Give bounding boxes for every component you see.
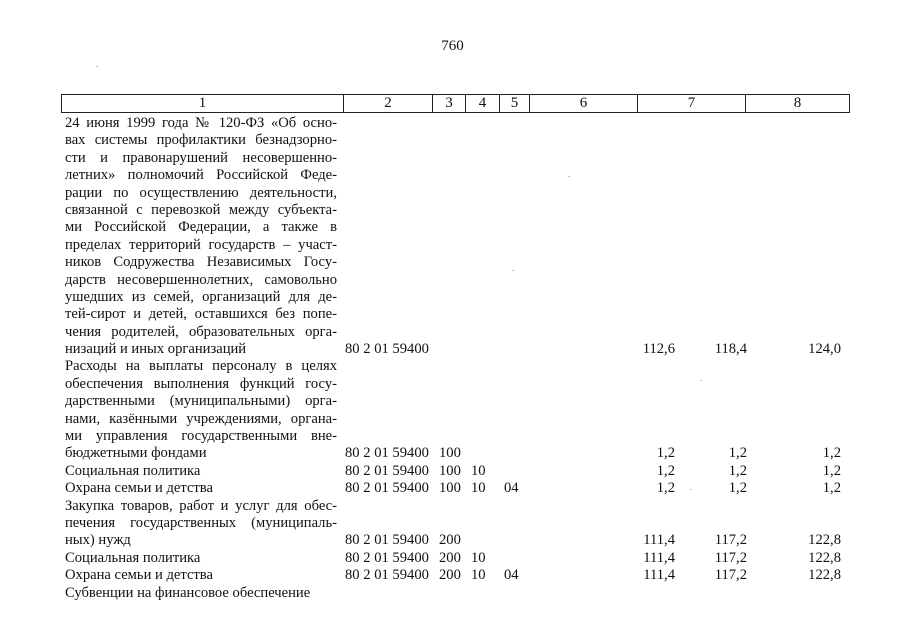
row-description-line: Охрана семьи и детства <box>65 480 213 497</box>
row-line <box>61 428 851 445</box>
row-expense-type: 100 <box>439 480 461 497</box>
column-header-6: 6 <box>530 95 638 113</box>
row-line <box>61 585 851 602</box>
row-line <box>61 132 851 149</box>
table-row <box>61 115 851 358</box>
row-section: 10 <box>471 480 486 497</box>
row-description-line: низаций и иных организаций <box>65 341 247 358</box>
column-header-row <box>62 95 850 113</box>
row-value-col8: 122,8 <box>808 567 841 584</box>
row-value-col6: 1,2 <box>656 462 675 479</box>
row-line <box>61 272 851 289</box>
row-code: 80 2 01 59400 <box>345 549 429 566</box>
row-code: 80 2 01 59400 <box>345 462 429 479</box>
row-section: 10 <box>471 567 486 584</box>
row-line <box>61 150 851 167</box>
row-line <box>61 376 851 393</box>
row-description-line: ми Российской Федерации, а также в <box>65 219 337 236</box>
row-value-col6: 111,4 <box>643 567 675 584</box>
row-section: 10 <box>471 462 486 479</box>
table-row <box>61 550 851 567</box>
column-header-3: 3 <box>433 95 466 113</box>
row-value-col6: 111,4 <box>643 532 675 549</box>
row-line <box>61 341 851 358</box>
row-description-line: ников Содружества Независимых Госу- <box>65 254 337 271</box>
row-line <box>61 498 851 515</box>
row-subsection: 04 <box>504 480 519 497</box>
row-description-line: ных) нужд <box>65 532 131 549</box>
row-section: 10 <box>471 549 486 566</box>
row-line <box>61 480 851 497</box>
row-line <box>61 167 851 184</box>
row-description-line: дарственными (муниципальными) орга- <box>65 393 337 410</box>
row-value-col6: 111,4 <box>643 549 675 566</box>
row-description-line: чения родителей, образовательных орга- <box>65 323 337 340</box>
row-description-line: летних» полномочий Российской Феде- <box>65 167 337 184</box>
row-description-line: дарств несовершеннолетних, самовольно <box>65 271 337 288</box>
row-description-line: вах системы профилактики безнадзорно- <box>65 132 337 149</box>
row-line <box>61 393 851 410</box>
table-row <box>61 498 851 550</box>
column-header-1: 1 <box>62 95 344 113</box>
row-value-col8: 1,2 <box>822 445 841 462</box>
column-header-7: 7 <box>638 95 746 113</box>
row-description-line: тей-сирот и детей, оставшихся без попе- <box>65 306 337 323</box>
row-value-col6: 1,2 <box>656 480 675 497</box>
row-value-col8: 1,2 <box>822 462 841 479</box>
row-line <box>61 219 851 236</box>
table-row <box>61 463 851 480</box>
row-value-col7: 1,2 <box>728 480 747 497</box>
table-body <box>61 115 851 602</box>
row-description-line: Социальная политика <box>65 549 201 566</box>
row-description-line: сти и правонарушений несовершенно- <box>65 149 337 166</box>
row-value-col7: 1,2 <box>728 462 747 479</box>
row-description-line: нами, казёнными учреждениями, органа- <box>65 410 337 427</box>
row-description-line: Субвенции на финансовое обеспечение <box>65 584 311 601</box>
row-line <box>61 306 851 323</box>
row-line <box>61 358 851 375</box>
table-row <box>61 358 851 462</box>
row-line <box>61 550 851 567</box>
row-description-line: печения государственных (муниципаль- <box>65 514 337 531</box>
row-line <box>61 411 851 428</box>
row-expense-type: 100 <box>439 445 461 462</box>
row-value-col8: 124,0 <box>808 341 841 358</box>
row-expense-type: 200 <box>439 549 461 566</box>
row-line <box>61 445 851 462</box>
row-description-line: бюджетными фондами <box>65 445 207 462</box>
row-description-line: обеспечения выполнения функций госу- <box>65 375 337 392</box>
row-value-col8: 1,2 <box>822 480 841 497</box>
table-row <box>61 585 851 602</box>
row-line <box>61 115 851 132</box>
row-subsection: 04 <box>504 567 519 584</box>
row-description-line: Расходы на выплаты персоналу в целях <box>65 358 337 375</box>
row-line <box>61 185 851 202</box>
row-expense-type: 200 <box>439 532 461 549</box>
row-value-col7: 117,2 <box>714 549 747 566</box>
column-header-2: 2 <box>344 95 433 113</box>
row-line <box>61 254 851 271</box>
row-line <box>61 202 851 219</box>
row-description-line: рации по осуществлению деятельности, <box>65 184 337 201</box>
row-value-col7: 117,2 <box>714 532 747 549</box>
row-code: 80 2 01 59400 <box>345 532 429 549</box>
row-line <box>61 324 851 341</box>
row-line <box>61 515 851 532</box>
row-line <box>61 463 851 480</box>
row-value-col6: 1,2 <box>656 445 675 462</box>
page-number: 760 <box>441 38 464 54</box>
row-description-line: ушедших из семей, организаций для де- <box>65 288 337 305</box>
column-header-8: 8 <box>746 95 850 113</box>
row-line <box>61 237 851 254</box>
table-row <box>61 480 851 497</box>
row-code: 80 2 01 59400 <box>345 341 429 358</box>
row-description-line: связанной с перевозкой между субъекта- <box>65 201 337 218</box>
row-description-line: Охрана семьи и детства <box>65 567 213 584</box>
row-value-col7: 117,2 <box>714 567 747 584</box>
row-description-line: пределах территорий государств – участ- <box>65 236 337 253</box>
row-code: 80 2 01 59400 <box>345 480 429 497</box>
column-header-5: 5 <box>500 95 530 113</box>
row-line <box>61 567 851 584</box>
column-header-4: 4 <box>466 95 500 113</box>
row-line <box>61 532 851 549</box>
row-code: 80 2 01 59400 <box>345 567 429 584</box>
row-value-col7: 118,4 <box>714 341 747 358</box>
row-line <box>61 289 851 306</box>
row-value-col7: 1,2 <box>728 445 747 462</box>
row-description-line: Закупка товаров, работ и услуг для обес- <box>65 497 337 514</box>
row-description-line: 24 июня 1999 года № 120-ФЗ «Об осно- <box>65 115 337 131</box>
row-value-col8: 122,8 <box>808 532 841 549</box>
row-code: 80 2 01 59400 <box>345 445 429 462</box>
row-value-col8: 122,8 <box>808 549 841 566</box>
column-header-table <box>61 94 850 113</box>
row-description-line: Социальная политика <box>65 462 201 479</box>
row-value-col6: 112,6 <box>642 341 675 358</box>
row-expense-type: 200 <box>439 567 461 584</box>
row-description-line: ми управления государственными вне- <box>65 428 337 445</box>
table-row <box>61 567 851 584</box>
row-expense-type: 100 <box>439 462 461 479</box>
